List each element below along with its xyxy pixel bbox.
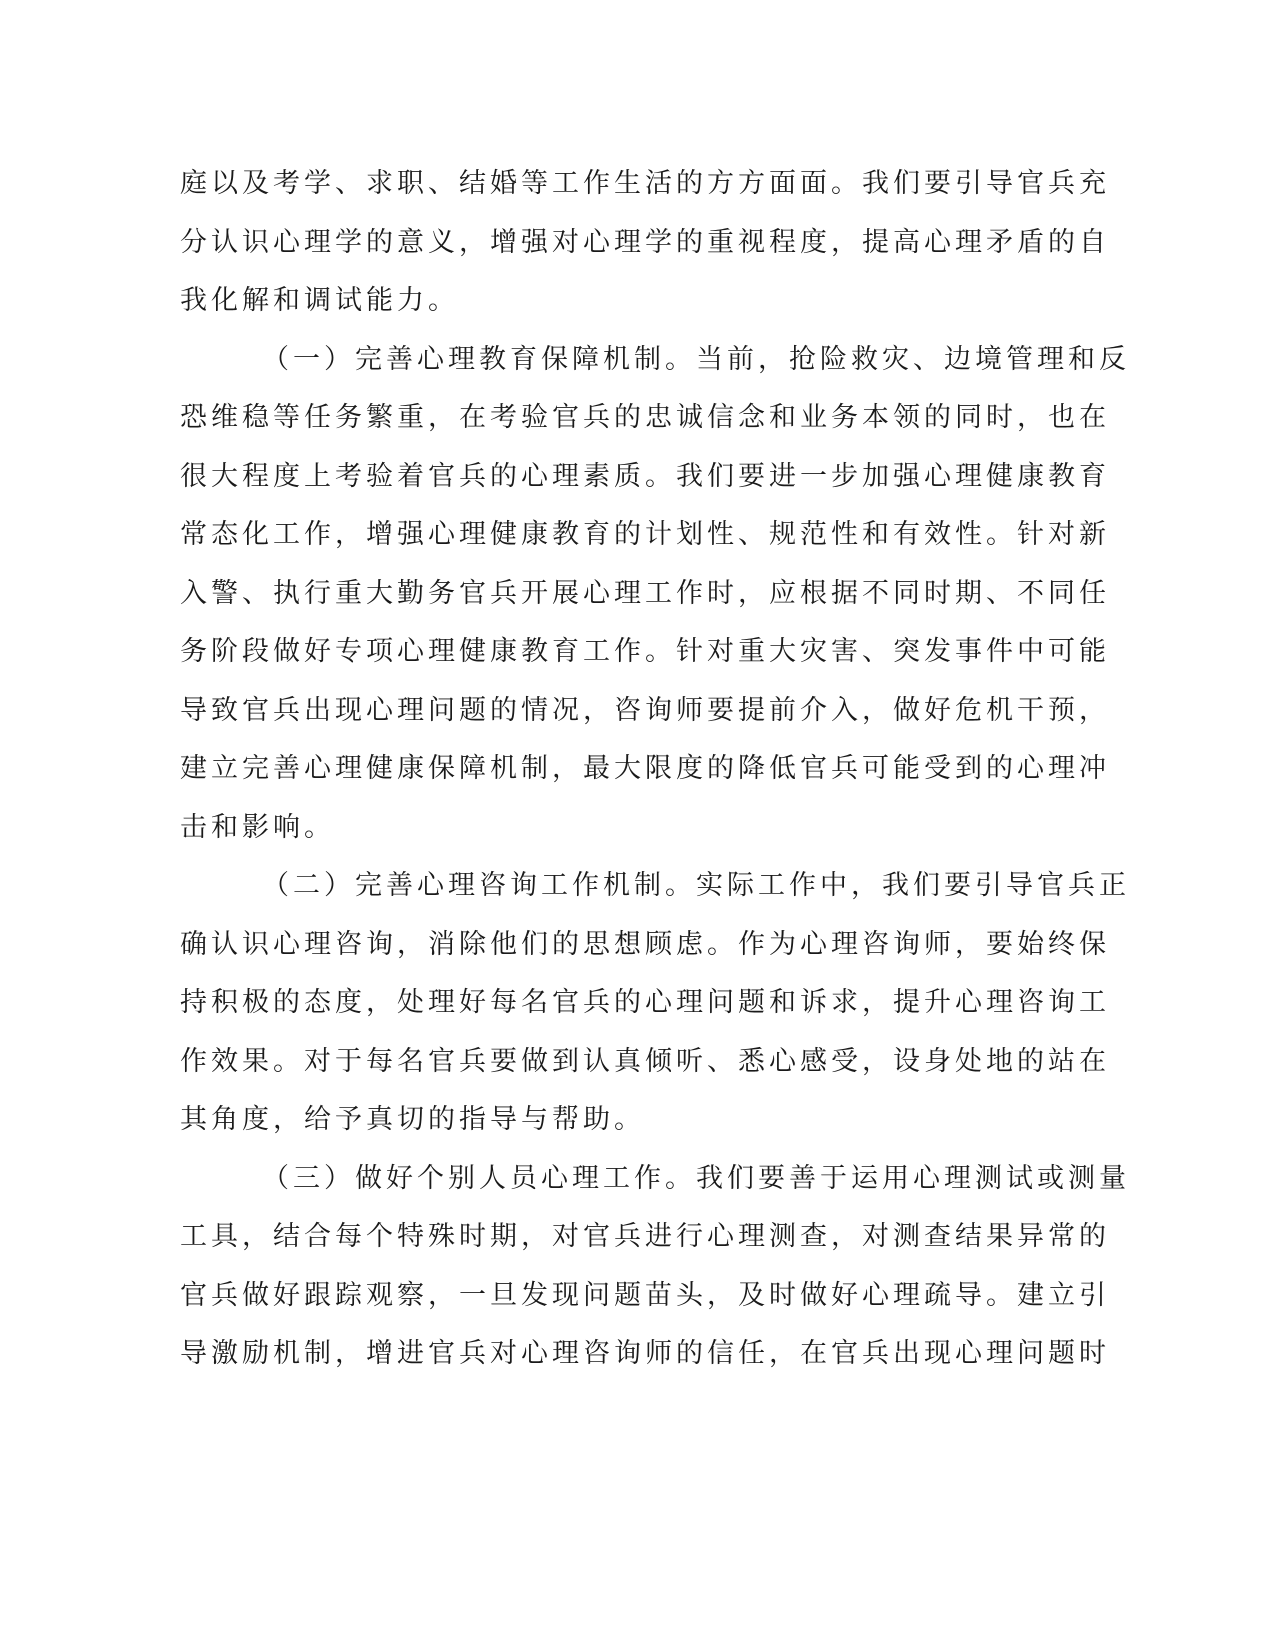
text-line: 工具，结合每个特殊时期，对官兵进行心理测查，对测查结果异常的 [180,1221,1110,1252]
text-line: 其角度，给予真切的指导与帮助。 [180,1104,645,1135]
text-line: 很大程度上考验着官兵的心理素质。我们要进一步加强心理健康教育 [180,460,1110,492]
text-line: 建立完善心理健康保障机制，最大限度的降低官兵可能受到的心理冲 [180,753,1110,784]
text-line: 确认识心理咨询，消除他们的思想顾虑。作为心理咨询师，要始终保 [180,928,1110,960]
text-line: 入警、执行重大勤务官兵开展心理工作时，应根据不同时期、不同任 [180,577,1110,609]
text-line: 导致官兵出现心理问题的情况，咨询师要提前介入，做好危机干预， [180,694,1110,726]
text-line: 分认识心理学的意义，增强对心理学的重视程度，提高心理矛盾的自 [180,226,1110,258]
text-line: 持积极的态度，处理好每名官兵的心理问题和诉求，提升心理咨询工 [180,987,1110,1018]
text-line: 庭以及考学、求职、结婚等工作生活的方方面面。我们要引导官兵充 [180,168,1110,199]
section-heading-line: （二）完善心理咨询工作机制。实际工作中，我们要引导官兵正 [262,870,1130,901]
text-line: 官兵做好跟踪观察，一旦发现问题苗头，及时做好心理疏导。建立引 [180,1279,1110,1311]
text-line: 常态化工作，增强心理健康教育的计划性、规范性和有效性。针对新 [180,519,1110,550]
text-line: 务阶段做好专项心理健康教育工作。针对重大灾害、突发事件中可能 [180,636,1110,667]
document-body [180,155,1130,1384]
text-line: 我化解和调试能力。 [180,285,459,316]
section-heading-line: （一）完善心理教育保障机制。当前，抢险救灾、边境管理和反 [262,343,1130,375]
text-line: 导激励机制，增进官兵对心理咨询师的信任，在官兵出现心理问题时 [180,1338,1110,1369]
text-line: 作效果。对于每名官兵要做到认真倾听、悉心感受，设身处地的站在 [180,1045,1110,1077]
text-line: 恐维稳等任务繁重，在考验官兵的忠诚信念和业务本领的同时，也在 [180,402,1110,433]
text-line: 击和影响。 [180,811,335,843]
section-heading-line: （三）做好个别人员心理工作。我们要善于运用心理测试或测量 [262,1162,1130,1194]
